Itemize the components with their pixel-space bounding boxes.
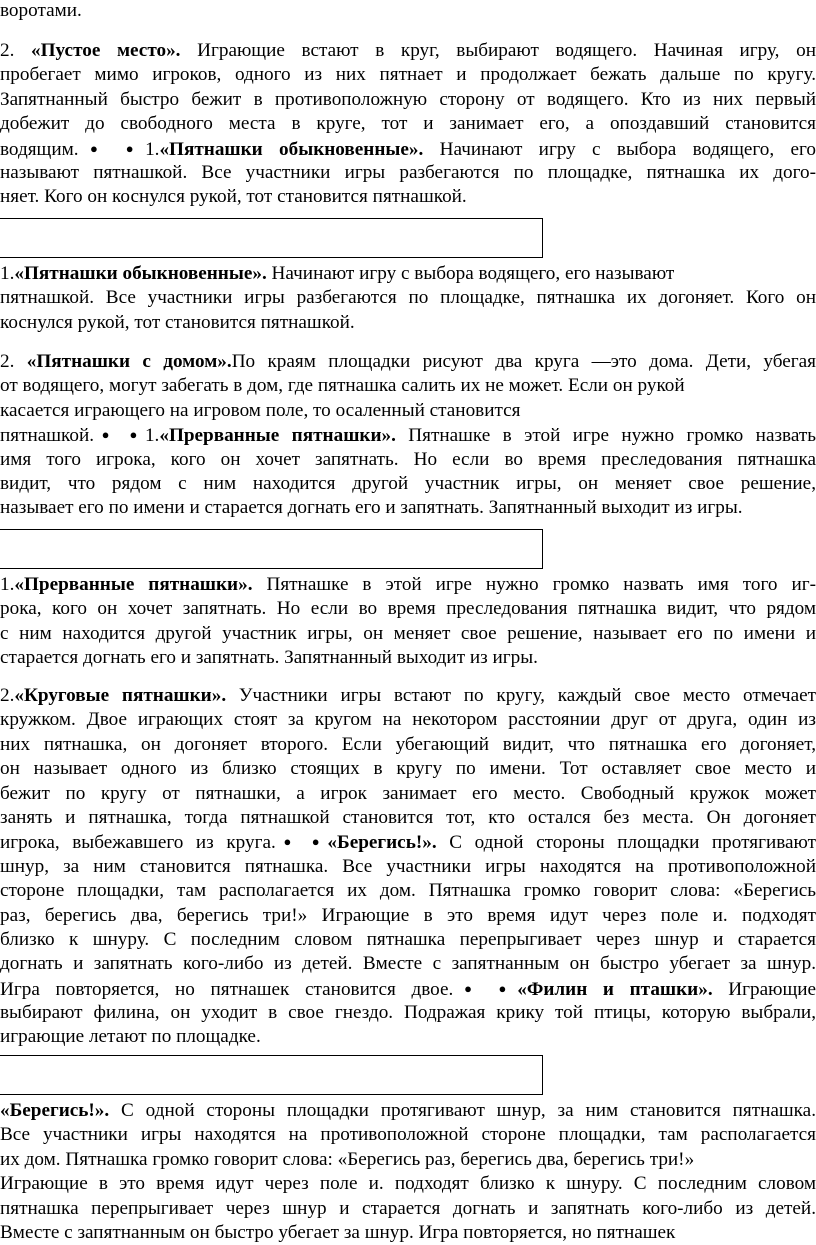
text-line: касается играющего на игровом поле, то осаленный становится <box>0 399 521 421</box>
text-line: пробегает мимо игроков, одного из них пятнает и продолжает бежать дальше по кругу. <box>0 64 816 86</box>
paragraph-interrupted-tag <box>0 573 816 671</box>
text-line: пятнашкой.● ●1.«Прерванные пятнашки». Пятнашке в этой игре нужно громко назвать <box>0 425 816 447</box>
game-title: «Филин и пташки». <box>517 978 713 1000</box>
text-line: кружком. Двое играющих стоят за кругом на некотором расстоянии друг от друга, один из <box>0 709 816 731</box>
text-line: бежит по кругу от пятнашки, а игрок занимает его место. Свободный кружок может <box>0 782 816 804</box>
empty-text-box <box>0 529 543 569</box>
text-line: выбирают филина, он уходит в свое гнездо. Подражая крику той птицы, которую выбрали, <box>0 1002 816 1024</box>
text-line: стороне площадки, там располагается их дом. Пятнашка громко говорит слова: «Берегись <box>0 880 816 902</box>
text-line: играющие летают по площадке. <box>0 1026 261 1048</box>
game-title: «Пустое место». <box>31 40 181 61</box>
text-line: называют пятнашкой. Все участники игры разбегаются по площадке, пятнашка их дого- <box>0 161 816 183</box>
bullet-icon: ● <box>94 427 118 443</box>
paragraph-empty-place <box>0 39 816 210</box>
bullet-icon: ● <box>129 427 145 443</box>
text-line: с ним находится другой участник игры, он меняет свое решение, называет его по имени и <box>0 622 816 644</box>
game-title: «Круговые пятнашки». <box>14 685 227 706</box>
text-line: имя того игрока, кого он хочет запятнать. Но если во время преследования пятнашка <box>0 448 816 470</box>
paragraph-tag-with-house <box>0 350 816 521</box>
text-line: Игра повторяется, но пятнашек становится двое.● ●«Филин и пташки». Играющие <box>0 978 816 1000</box>
text-line: 1.«Пятнашки обыкновенные». Начинают игру с выбора водящего, его называют <box>0 263 675 284</box>
text-line: раз, берегись два, берегись три!» Играющие в это время идут через поле и. подходят <box>0 904 816 926</box>
text-line: шнур, за ним становится пятнашка. Все участники игры находятся на противоположной <box>0 855 816 877</box>
game-title: «Прерванные пятнашки». <box>14 574 253 595</box>
empty-text-box <box>0 1055 543 1095</box>
text-line: 2.«Круговые пятнашки». Участники игры встают по кругу, каждый свое место отмечает <box>0 685 816 706</box>
game-title: «Пятнашки обыкновенные». <box>14 263 267 284</box>
empty-text-box <box>0 218 543 258</box>
text-line: игрока, выбежавшего из круга.● ●«Берегись!». С одной стороны площадки протягивают <box>0 832 816 854</box>
bullet-icon: ● <box>453 980 483 996</box>
text-line: Вместе с запятнанным он быстро убегает за шнур. Игра повторяется, но пятнашек <box>0 1221 676 1243</box>
text-line: 2. «Пятнашки с домом».По краям площадки рисуют два круга —это дома. Дети, убегая <box>0 351 816 372</box>
bullet-icon: ● <box>275 834 300 850</box>
bullet-icon: ● <box>78 140 110 156</box>
bullet-icon: ● <box>125 140 146 156</box>
text-line: Все участники игры находятся на противоположной стороне площадки, там располагается <box>0 1124 816 1146</box>
paragraph-ordinary-tag <box>0 262 816 335</box>
text-line: «Берегись!». С одной стороны площадки протягивают шнур, за ним становится пятнашка. <box>0 1100 816 1121</box>
text-line: водящим.● ●1.«Пятнашки обыкновенные». Начинают игру с выбора водящего, его <box>0 138 816 160</box>
text-line: 1.«Прерванные пятнашки». Пятнашке в этой игре нужно громко назвать имя того иг- <box>0 574 816 595</box>
text-line: них пятнашка, он догоняет второго. Если убегающий видит, что пятнашка его догоняет, <box>0 733 816 755</box>
text-line: Играющие в это время идут через поле и. подходят близко к шнуру. С последним словом <box>0 1173 816 1195</box>
text-line: 2. «Пустое место». Играющие встают в круг, выбирают водящего. Начиная игру, он <box>0 40 816 61</box>
game-title: «Прерванные пятнашки». <box>159 425 396 447</box>
text-line: видит, что рядом с ним находится другой участник игры, он меняет свое решение, <box>0 472 816 494</box>
text-line: воротами. <box>0 0 82 21</box>
text-line: старается догнать его и запятнать. Запятнанный выходит из игры. <box>0 647 538 669</box>
game-title: «Пятнашки с домом». <box>26 351 232 372</box>
paragraph-beware <box>0 1099 816 1245</box>
text-line: близко к шнуру. С последним словом пятнашка перепрыгивает через шнур и старается <box>0 928 816 950</box>
text-line: от водящего, могут забегать в дом, где пятнашка салить их не может. Если он рукой <box>0 375 685 397</box>
text-line: пятнашка перепрыгивает через шнур и старается догнать и запятнать кого-либо из детей. <box>0 1197 816 1219</box>
bullet-icon: ● <box>311 834 328 850</box>
text-line: называет его по имени и старается догнать его и запятнать. Запятнанный выходит из игры. <box>0 497 743 519</box>
game-title: «Берегись!». <box>327 832 437 854</box>
text-line: догнать и запятнать кого-либо из детей. Вместе с запятнанным он быстро убегает за шнур. <box>0 953 816 975</box>
text-line: занять и пятнашка, тогда пятнашкой становится тот, кто остался без места. Он догоняет <box>0 806 816 828</box>
text-line: няет. Кого он коснулся рукой, тот становится пятнашкой. <box>0 186 467 208</box>
text-line: пятнашкой. Все участники игры разбегаются по площадке, пятнашка их догоняет. Кого он <box>0 287 816 309</box>
paragraph-fragment <box>0 0 816 23</box>
game-title: «Пятнашки обыкновенные». <box>159 138 424 160</box>
text-line: рока, кого он хочет запятнать. Но если во время преследования пятнашка видит, что рядом <box>0 598 816 620</box>
text-line: коснулся рукой, тот становится пятнашкой. <box>0 311 355 333</box>
text-line: их дом. Пятнашка громко говорит слова: «Берегись раз, берегись два, берегись три!» <box>0 1148 695 1170</box>
game-title: «Берегись!». <box>0 1100 110 1121</box>
text-line: добежит до свободного места в круге, тот и занимает его, а опоздавший становится <box>0 113 816 135</box>
bullet-icon: ● <box>498 980 518 996</box>
text-line: Запятнанный быстро бежит в противоположную сторону от водящего. Кто из них первый <box>0 88 816 110</box>
text-line: он называет одного из близко стоящих в кругу по имени. Тот оставляет свое место и <box>0 758 816 780</box>
paragraph-circle-tag <box>0 684 816 1050</box>
